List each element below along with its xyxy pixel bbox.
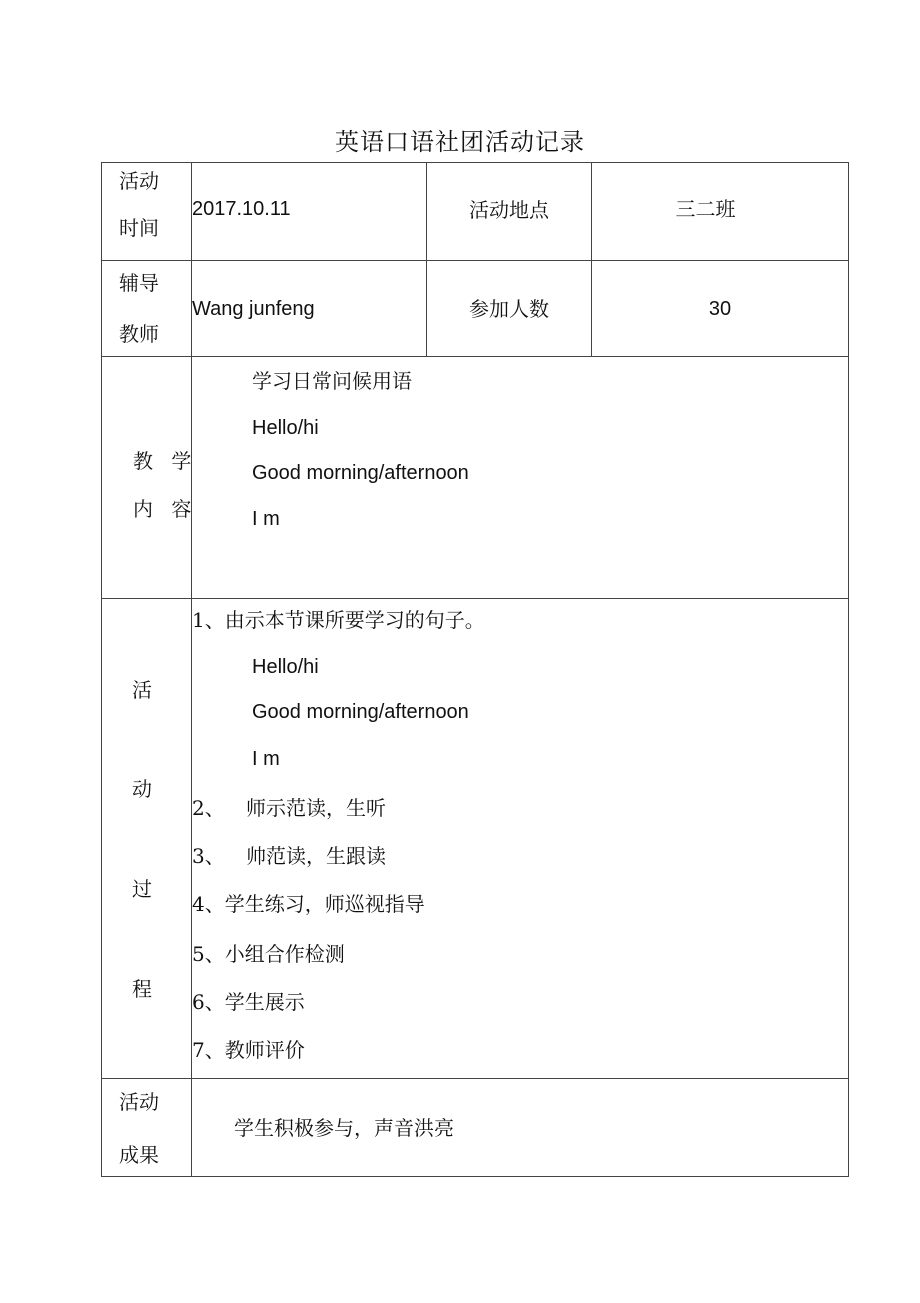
result-label-line2: 成果 <box>119 1143 159 1167</box>
process-label-char: 程 <box>132 977 152 1001</box>
process-step: 7、教师评价 <box>192 1038 305 1062</box>
row-divider <box>102 1078 848 1079</box>
process-step-number: 3、 <box>192 844 225 868</box>
page-title: 英语口语社团活动记录 <box>335 128 585 156</box>
process-label-char: 活 <box>132 678 152 702</box>
activity-time-label-line2: 时间 <box>119 216 159 240</box>
teacher-label-line1: 辅导 <box>119 271 159 295</box>
teacher-label-line2: 教师 <box>119 322 159 346</box>
column-divider <box>591 163 592 356</box>
content-line: Hello/hi <box>252 417 319 439</box>
process-step: 4、学生练习，师巡视指导 <box>192 892 425 916</box>
process-sub-line: Good morning/afternoon <box>252 701 469 723</box>
teacher-name: Wang junfeng <box>192 298 315 320</box>
process-step: 师示范读，生听 <box>246 796 386 820</box>
row-divider <box>102 598 848 599</box>
column-divider <box>426 163 427 356</box>
activity-time-label-line1: 活动 <box>119 169 159 193</box>
participant-count-value: 30 <box>708 298 732 320</box>
process-step: 1、由示本节课所要学习的句子。 <box>192 608 485 632</box>
content-line: 学习日常问候用语 <box>252 369 412 393</box>
activity-date: 2017.10.11 <box>192 198 291 220</box>
process-step: 6、学生展示 <box>192 990 305 1014</box>
teaching-content-label-line2: 内 容 <box>133 497 198 521</box>
participant-count-label: 参加人数 <box>469 297 549 321</box>
process-sub-line: I m <box>252 748 280 770</box>
teaching-content-label-line1: 教 学 <box>133 449 198 473</box>
content-line: Good morning/afternoon <box>252 462 469 484</box>
content-line: I m <box>252 508 280 530</box>
result-text: 学生积极参与，声音洪亮 <box>234 1116 454 1140</box>
process-step: 5、小组合作检测 <box>192 942 345 966</box>
row-divider <box>102 356 848 357</box>
process-step: 帅范读，生跟读 <box>246 844 386 868</box>
location-label: 活动地点 <box>469 198 549 222</box>
process-step-number: 2、 <box>192 796 225 820</box>
row-divider <box>102 260 848 261</box>
result-label-line1: 活动 <box>119 1090 159 1114</box>
process-sub-line: Hello/hi <box>252 656 319 678</box>
process-label-char: 动 <box>132 777 152 801</box>
process-label-char: 过 <box>132 877 152 901</box>
location-value: 三二班 <box>675 197 736 221</box>
